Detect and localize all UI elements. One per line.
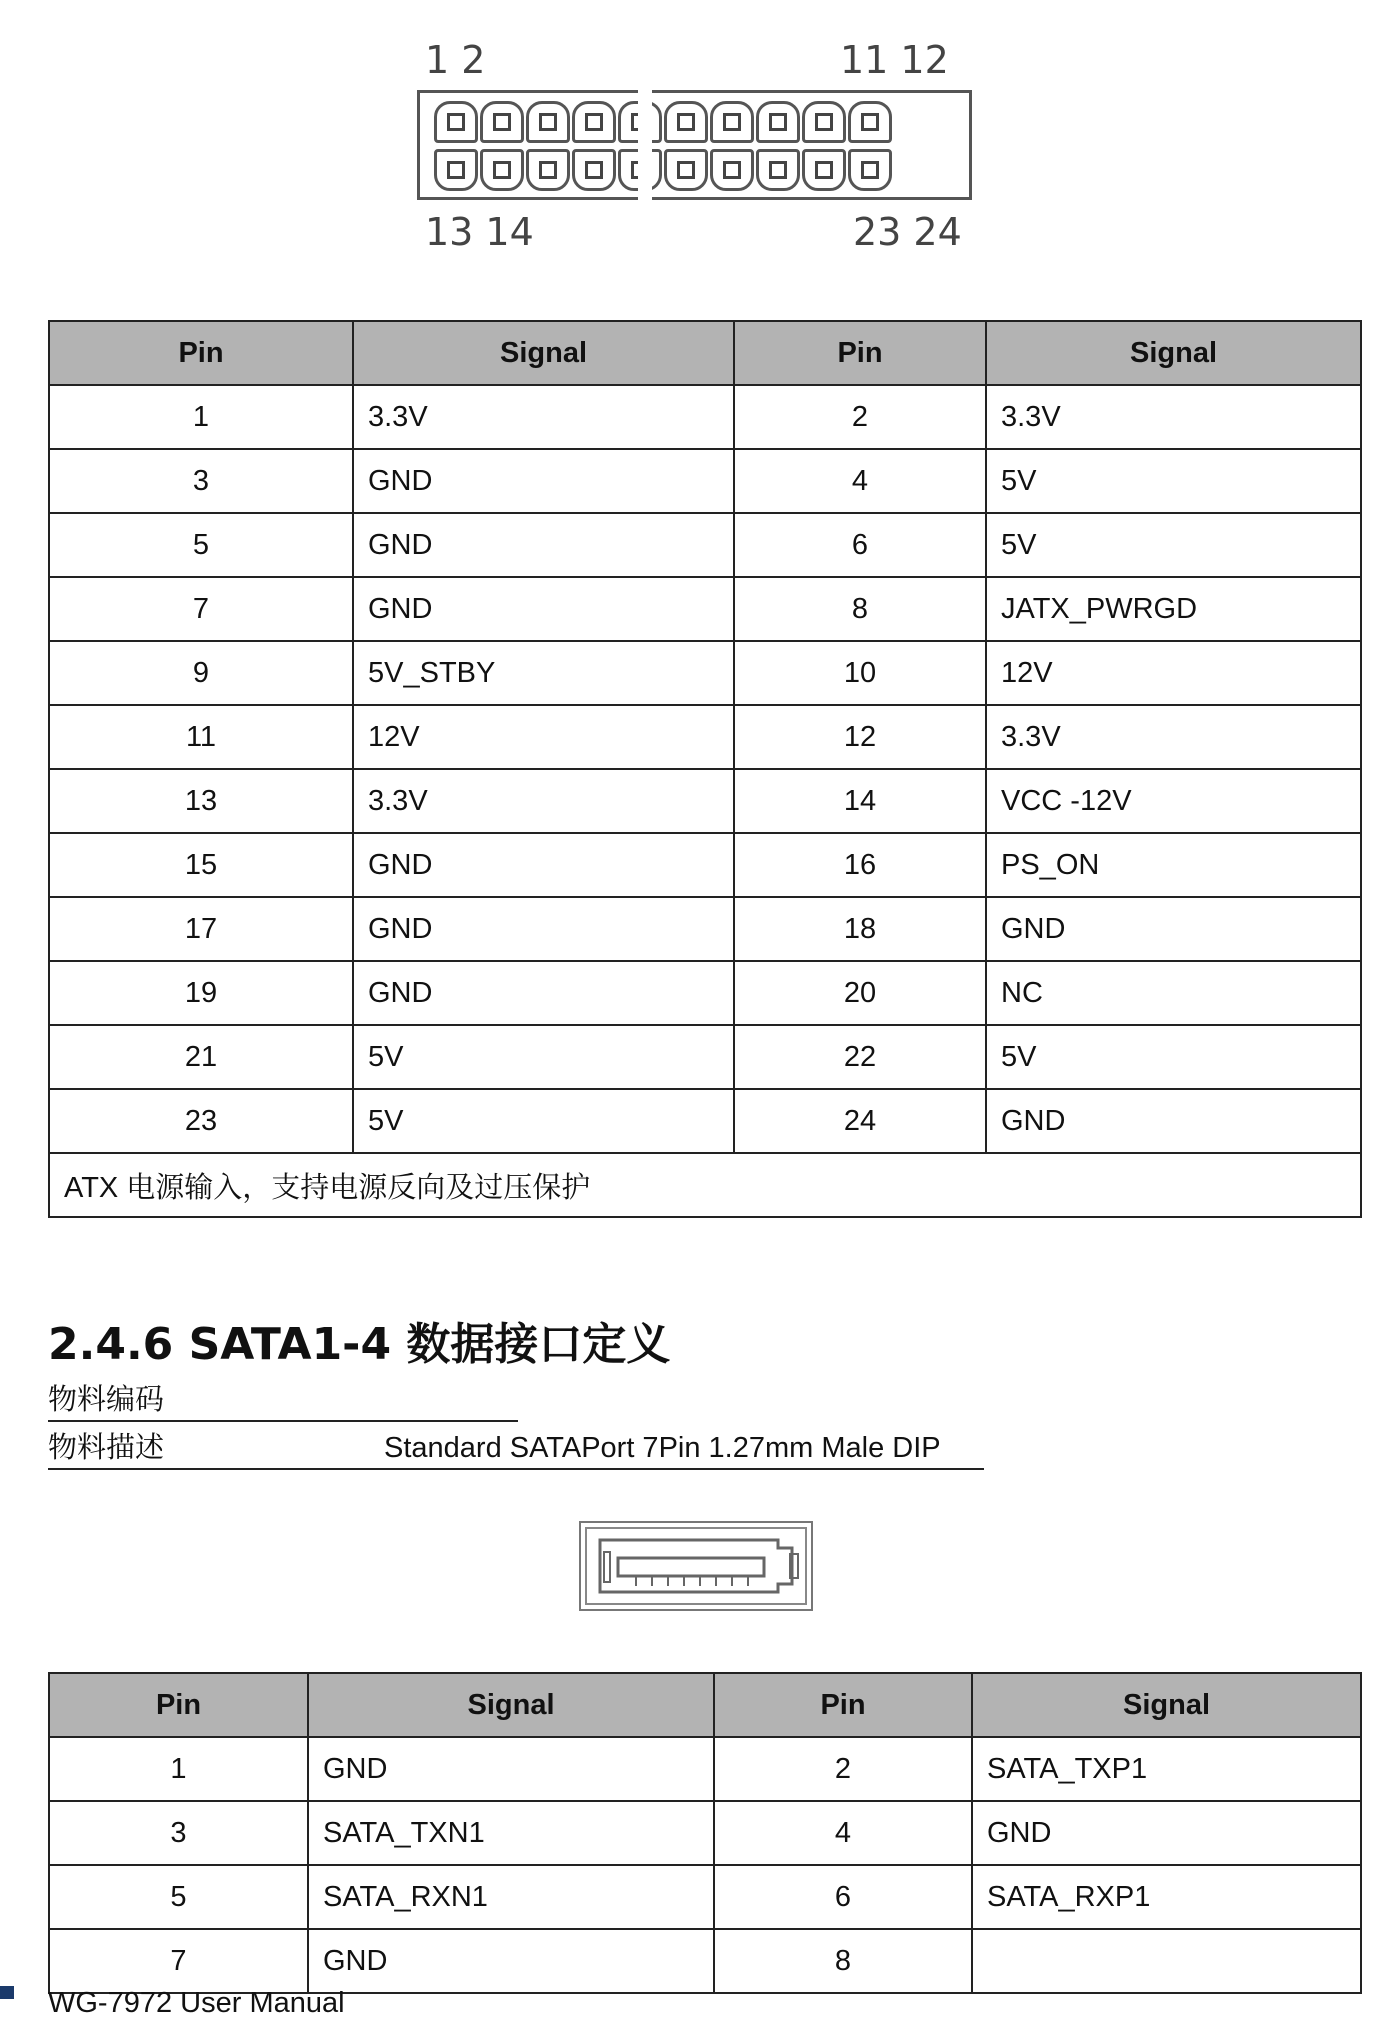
pin-cell: 8 [714, 1929, 972, 1993]
pin-cell: 2 [734, 385, 986, 449]
signal-cell: GND [308, 1737, 714, 1801]
pin-cell: 17 [49, 897, 353, 961]
pin-cell: 4 [714, 1801, 972, 1865]
header-pin: Pin [49, 1673, 308, 1737]
header-signal: Signal [308, 1673, 714, 1737]
pin-label-bottom-left: 13 14 [425, 210, 534, 254]
signal-cell: SATA_RXN1 [308, 1865, 714, 1929]
pin-cell: 2 [714, 1737, 972, 1801]
pin-cell: 9 [49, 641, 353, 705]
signal-cell [972, 1929, 1361, 1993]
pin-cell: 6 [714, 1865, 972, 1929]
material-code-label: 物料编码 [48, 1384, 165, 1416]
table-row [49, 1929, 1361, 1993]
pin-cell: 12 [734, 705, 986, 769]
connector-pin [526, 101, 570, 143]
connector-pin [710, 101, 754, 143]
material-desc-line [48, 1428, 984, 1470]
pin-cell: 3 [49, 449, 353, 513]
header-signal: Signal [353, 321, 734, 385]
pin-label-top-right: 11 12 [840, 38, 949, 82]
table-row [49, 705, 1361, 769]
table-row [49, 769, 1361, 833]
connector-pin [664, 149, 708, 191]
header-signal: Signal [986, 321, 1361, 385]
pin-cell: 23 [49, 1089, 353, 1153]
atx-note: ATX 电源输入，支持电源反向及过压保护 [49, 1153, 1361, 1217]
signal-cell: 12V [353, 705, 734, 769]
signal-cell: 3.3V [986, 705, 1361, 769]
signal-cell: GND [308, 1929, 714, 1993]
table-row [49, 641, 1361, 705]
table-row [49, 1865, 1361, 1929]
signal-cell: 5V_STBY [353, 641, 734, 705]
signal-cell: VCC -12V [986, 769, 1361, 833]
pin-cell: 15 [49, 833, 353, 897]
signal-cell: GND [986, 1089, 1361, 1153]
pin-cell: 8 [734, 577, 986, 641]
pin-cell: 21 [49, 1025, 353, 1089]
connector-pin [802, 101, 846, 143]
signal-cell: 5V [353, 1089, 734, 1153]
connector-pin [480, 149, 524, 191]
table-row [49, 1801, 1361, 1865]
table-header-row [49, 321, 1361, 385]
footer-manual-title: WG-7972 User Manual [48, 1987, 345, 2019]
signal-cell: 5V [986, 449, 1361, 513]
table-row [49, 1025, 1361, 1089]
connector-pin [802, 149, 846, 191]
connector-pin [434, 101, 478, 143]
connector-pin [664, 101, 708, 143]
pin-cell: 19 [49, 961, 353, 1025]
sata-connector-diagram [578, 1518, 814, 1614]
pin-cell: 14 [734, 769, 986, 833]
atx-pin-table [48, 320, 1362, 1218]
signal-cell: GND [353, 577, 734, 641]
table-header-row [49, 1673, 1361, 1737]
pin-cell: 10 [734, 641, 986, 705]
signal-cell: GND [353, 449, 734, 513]
connector-pin [848, 149, 892, 191]
signal-cell: 3.3V [353, 385, 734, 449]
pin-label-top-left: 1 2 [425, 38, 486, 82]
table-row [49, 897, 1361, 961]
signal-cell: GND [986, 897, 1361, 961]
pin-cell: 22 [734, 1025, 986, 1089]
footer-page-marker [0, 1986, 14, 1999]
pin-cell: 4 [734, 449, 986, 513]
table-row [49, 449, 1361, 513]
pin-cell: 13 [49, 769, 353, 833]
material-code-line [48, 1380, 518, 1422]
pin-cell: 7 [49, 1929, 308, 1993]
connector-pin [480, 101, 524, 143]
pin-cell: 5 [49, 513, 353, 577]
connector-pin [710, 149, 754, 191]
pin-label-bottom-right: 23 24 [853, 210, 962, 254]
atx-connector-diagram [405, 38, 995, 268]
table-row [49, 833, 1361, 897]
sata-pin-table [48, 1672, 1362, 1994]
pin-cell: 1 [49, 1737, 308, 1801]
table-row [49, 513, 1361, 577]
signal-cell: SATA_TXP1 [972, 1737, 1361, 1801]
table-row [49, 1089, 1361, 1153]
table-row [49, 385, 1361, 449]
signal-cell: 5V [353, 1025, 734, 1089]
pin-cell: 24 [734, 1089, 986, 1153]
header-signal: Signal [972, 1673, 1361, 1737]
connector-pin [526, 149, 570, 191]
connector-pin [756, 101, 800, 143]
pin-cell: 3 [49, 1801, 308, 1865]
signal-cell: GND [972, 1801, 1361, 1865]
table-row [49, 1737, 1361, 1801]
pin-cell: 18 [734, 897, 986, 961]
signal-cell: 3.3V [353, 769, 734, 833]
signal-cell: 12V [986, 641, 1361, 705]
signal-cell: GND [353, 513, 734, 577]
signal-cell: PS_ON [986, 833, 1361, 897]
header-pin: Pin [714, 1673, 972, 1737]
signal-cell: SATA_RXP1 [972, 1865, 1361, 1929]
pin-cell: 7 [49, 577, 353, 641]
header-pin: Pin [49, 321, 353, 385]
pin-cell: 1 [49, 385, 353, 449]
connector-pin [434, 149, 478, 191]
pin-cell: 20 [734, 961, 986, 1025]
signal-cell: GND [353, 961, 734, 1025]
section-title: 2.4.6 SATA1-4 数据接口定义 [48, 1319, 671, 1370]
connector-pin [848, 101, 892, 143]
signal-cell: NC [986, 961, 1361, 1025]
signal-cell: 3.3V [986, 385, 1361, 449]
header-pin: Pin [734, 321, 986, 385]
signal-cell: GND [353, 897, 734, 961]
connector-pin [756, 149, 800, 191]
signal-cell: JATX_PWRGD [986, 577, 1361, 641]
signal-cell: GND [353, 833, 734, 897]
pin-cell: 16 [734, 833, 986, 897]
pin-cell: 5 [49, 1865, 308, 1929]
connector-pin [572, 149, 616, 191]
signal-cell: 5V [986, 513, 1361, 577]
table-row [49, 577, 1361, 641]
pin-cell: 11 [49, 705, 353, 769]
signal-cell: SATA_TXN1 [308, 1801, 714, 1865]
table-note-row [49, 1153, 1361, 1217]
connector-housing [417, 90, 972, 200]
pin-cell: 6 [734, 513, 986, 577]
material-desc-value: Standard SATAPort 7Pin 1.27mm Male DIP [384, 1432, 941, 1464]
signal-cell: 5V [986, 1025, 1361, 1089]
material-desc-label: 物料描述 [48, 1432, 165, 1464]
table-row [49, 961, 1361, 1025]
connector-pin [572, 101, 616, 143]
